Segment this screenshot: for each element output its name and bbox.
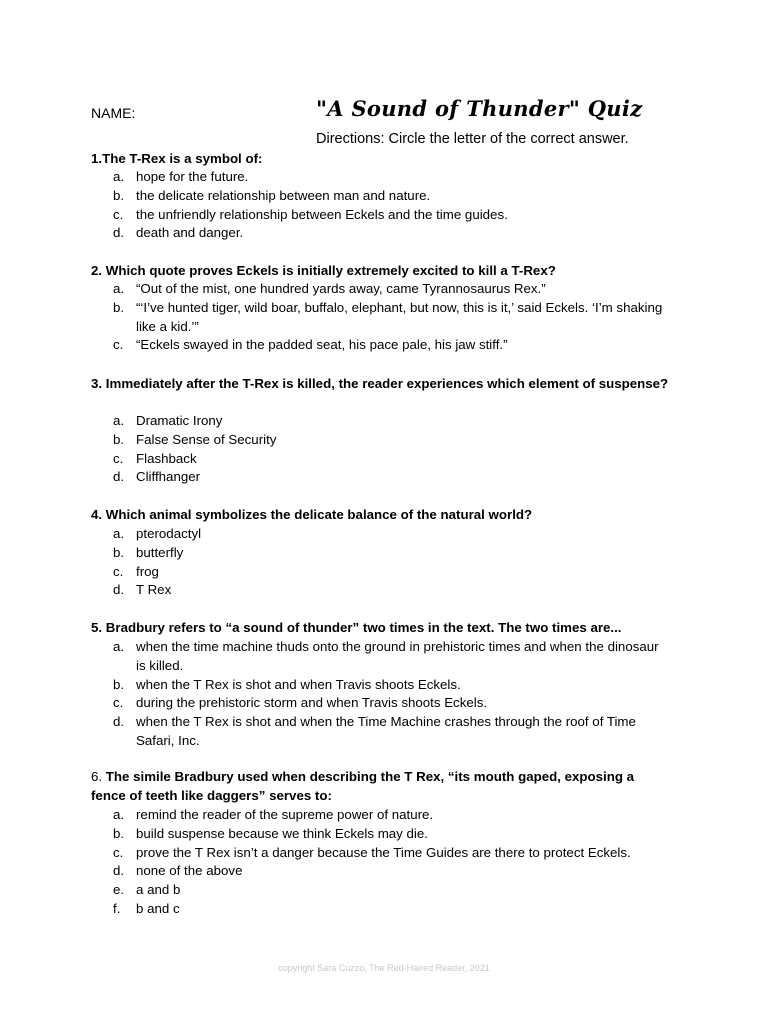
option-text: frog (136, 563, 159, 579)
option-letter: b. (113, 825, 125, 841)
option-text: the unfriendly relationship between Eckels and the time guides. (136, 206, 508, 222)
option-text: “Eckels swayed in the padded seat, his pace pale, his jaw stiff.” (136, 337, 508, 353)
option-text: remind the reader of the supreme power of nature. (136, 807, 434, 822)
option-text: prove the T Rex isn’t a danger because the Time Guides are there to protect Eckels. (136, 844, 631, 860)
option-text: the delicate relationship between man and nature. (136, 187, 431, 203)
option-letter: d. (113, 469, 125, 485)
question-text: The T-Rex is a symbol of: (102, 151, 263, 166)
option-item[interactable] (91, 862, 671, 881)
question-number: 3. (91, 376, 103, 391)
option-text: a and b (136, 882, 181, 898)
option-item[interactable] (91, 713, 671, 751)
question-text: Immediately after the T-Rex is killed, the reader experiences which element of suspense? (105, 376, 669, 391)
option-letter: c. (113, 450, 124, 466)
option-letter: d. (113, 582, 125, 598)
name-label: NAME: (91, 105, 136, 121)
option-item[interactable] (91, 694, 671, 713)
option-text: none of the above (136, 863, 243, 879)
option-text: Flashback (136, 450, 197, 466)
option-item[interactable] (91, 806, 671, 825)
option-item[interactable] (91, 825, 671, 844)
option-text: when the time machine thuds onto the ground in prehistoric times and when the dinosaur is killed. (136, 639, 659, 673)
quiz-title: "A Sound of Thunder" Quiz (316, 96, 643, 121)
question-number: 2. (91, 263, 103, 278)
option-item[interactable] (91, 881, 671, 900)
question-text: Which quote proves Eckels is initially extremely excited to kill a T-Rex? (105, 263, 556, 278)
option-letter: b. (113, 299, 125, 315)
question-number: 4. (91, 507, 103, 522)
question-text: Which animal symbolizes the delicate balance of the natural world? (105, 507, 533, 522)
option-letter: a. (113, 413, 125, 428)
option-text: Dramatic Irony (136, 413, 223, 428)
option-letter: a. (113, 281, 125, 296)
option-item[interactable] (91, 224, 671, 243)
option-text: death and danger. (136, 225, 244, 241)
option-letter: c. (113, 206, 124, 222)
option-item[interactable] (91, 563, 671, 582)
option-item[interactable] (91, 280, 671, 299)
option-letter: a. (113, 169, 125, 184)
question-3 (91, 375, 671, 394)
question-6 (91, 768, 671, 806)
option-item[interactable] (91, 544, 671, 563)
option-text: build suspense because we think Eckels may die. (136, 825, 428, 841)
option-text: during the prehistoric storm and when Travis shoots Eckels. (136, 695, 488, 711)
option-item[interactable] (91, 676, 671, 695)
option-item[interactable] (91, 900, 671, 919)
question-text: Bradbury refers to “a sound of thunder” two times in the text. The two times are... (105, 620, 622, 635)
option-text: “‘I’ve hunted tiger, wild boar, buffalo, elephant, but now, this is it,’ said Eckels. ‘I’m shaking like a kid.’” (136, 299, 663, 334)
option-item[interactable] (91, 581, 671, 600)
option-text: when the T Rex is shot and when the Time Machine crashes through the roof of Time Safari, Inc. (136, 714, 636, 748)
option-text: butterfly (136, 544, 184, 560)
option-letter: b. (113, 544, 125, 560)
question-6-options (91, 806, 671, 919)
question-5 (91, 619, 671, 638)
question-1-options (91, 168, 671, 243)
option-item[interactable] (91, 844, 671, 863)
question-text: The simile Bradbury used when describing the T Rex, “its mouth gaped, exposing a fence of teeth like daggers” serves to: (91, 769, 635, 803)
question-4 (91, 506, 671, 525)
option-item[interactable] (91, 525, 671, 544)
option-item[interactable] (91, 187, 671, 206)
directions-text: Directions: Circle the letter of the correct answer. (316, 131, 629, 147)
option-text: pterodactyl (136, 526, 202, 541)
question-5-options (91, 638, 671, 751)
option-item[interactable] (91, 412, 671, 431)
question-3-options (91, 412, 671, 487)
option-item[interactable] (91, 450, 671, 469)
option-item[interactable] (91, 431, 671, 450)
option-letter: c. (113, 337, 124, 353)
option-letter: b. (113, 676, 125, 692)
option-item[interactable] (91, 638, 671, 676)
option-letter: d. (113, 863, 125, 879)
question-number: 6. (91, 769, 103, 784)
option-text: hope for the future. (136, 169, 249, 184)
option-letter: b. (113, 187, 125, 203)
option-letter: a. (113, 526, 125, 541)
option-text: False Sense of Security (136, 431, 277, 447)
option-text: “Out of the mist, one hundred yards away, came Tyrannosaurus Rex.” (136, 281, 546, 296)
option-letter: c. (113, 563, 124, 579)
option-item[interactable] (91, 299, 671, 337)
option-letter: c. (113, 844, 124, 860)
option-text: T Rex (136, 582, 172, 598)
option-letter: e. (113, 882, 125, 898)
question-2-options (91, 280, 671, 355)
option-text: Cliffhanger (136, 469, 201, 485)
question-number: 1. (91, 151, 103, 166)
option-letter: c. (113, 695, 124, 711)
option-letter: a. (113, 639, 125, 654)
option-item[interactable] (91, 336, 671, 355)
option-text: b and c (136, 900, 180, 916)
question-2 (91, 262, 671, 281)
option-item[interactable] (91, 468, 671, 487)
option-letter: f. (113, 900, 121, 916)
option-letter: d. (113, 225, 125, 241)
question-4-options (91, 525, 671, 600)
copyright-footer: copyright Sara Cuzzo, The Red-Haired Reader, 2021 (278, 963, 490, 973)
option-letter: d. (113, 714, 125, 730)
option-item[interactable] (91, 168, 671, 187)
option-item[interactable] (91, 206, 671, 225)
option-text: when the T Rex is shot and when Travis shoots Eckels. (136, 676, 461, 692)
option-letter: b. (113, 431, 125, 447)
question-1 (91, 150, 671, 169)
option-letter: a. (113, 807, 125, 822)
question-number: 5. (91, 620, 103, 635)
